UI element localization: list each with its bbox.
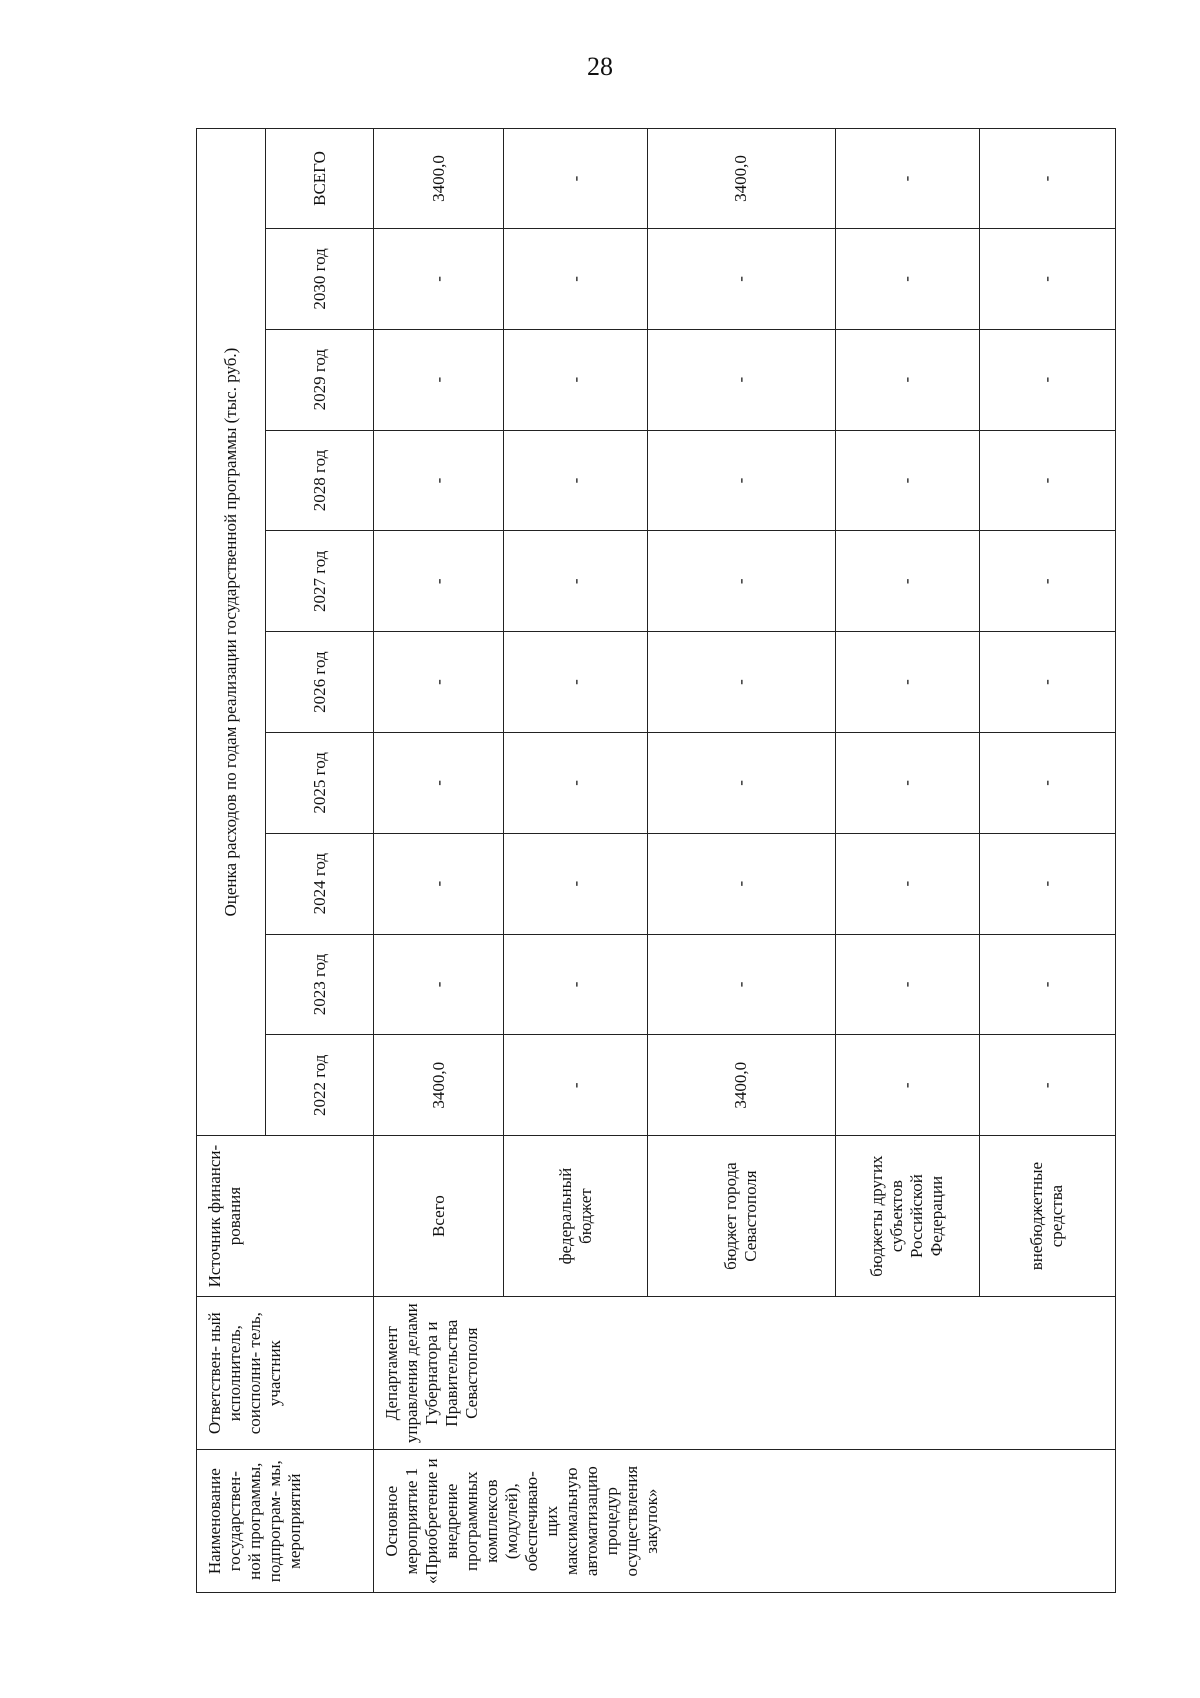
value-cell: - (836, 228, 979, 329)
value-cell: - (836, 934, 979, 1035)
value-cell: - (979, 531, 1115, 632)
header-year: 2027 год (266, 531, 374, 632)
value-cell: - (647, 732, 835, 833)
source-cell: бюджеты других субъектов Российской Федерации (836, 1136, 979, 1297)
value-cell: - (979, 228, 1115, 329)
table-row (374, 129, 504, 1593)
value-cell: - (836, 1035, 979, 1136)
header-year: 2025 год (266, 732, 374, 833)
measure-name-cell: Основное мероприятие 1 «Приобретение и внедрение программных комплексов (модулей), обеспечиваю- щих максимальную автоматизацию процедур осуществления закупок» (374, 1450, 1116, 1593)
value-cell: - (836, 329, 979, 430)
header-year: 2024 год (266, 833, 374, 934)
value-cell: - (374, 732, 504, 833)
header-year: 2023 год (266, 934, 374, 1035)
header-year: 2029 год (266, 329, 374, 430)
value-cell: - (979, 430, 1115, 531)
responsible-cell: Департамент управления делами Губернатора и Правительства Севастополя (374, 1297, 1116, 1450)
header-source: Источник финанси- рования (197, 1136, 374, 1297)
value-cell: - (979, 934, 1115, 1035)
value-cell: - (836, 531, 979, 632)
value-cell: - (504, 934, 647, 1035)
value-cell: - (836, 732, 979, 833)
value-cell: - (374, 531, 504, 632)
value-cell: - (979, 732, 1115, 833)
header-year: 2028 год (266, 430, 374, 531)
value-cell: - (504, 430, 647, 531)
header-estimate: Оценка расходов по годам реализации государственной программы (тыс. руб.) (197, 129, 266, 1136)
value-cell: - (979, 1035, 1115, 1136)
header-row-1 (197, 129, 266, 1593)
value-cell: 3400,0 (647, 1035, 835, 1136)
value-cell: - (647, 632, 835, 733)
value-cell: - (504, 531, 647, 632)
value-cell: - (374, 833, 504, 934)
header-year: 2030 год (266, 228, 374, 329)
header-year: 2022 год (266, 1035, 374, 1136)
value-cell: - (836, 833, 979, 934)
value-cell: - (504, 228, 647, 329)
source-cell: федеральный бюджет (504, 1136, 647, 1297)
header-name: Наименование государствен- ной программы, подпрограм- мы, мероприятий (197, 1450, 374, 1593)
value-cell: - (504, 1035, 647, 1136)
value-cell: - (647, 329, 835, 430)
value-cell: - (979, 329, 1115, 430)
value-cell: - (374, 430, 504, 531)
value-cell: - (647, 430, 835, 531)
value-cell: - (374, 934, 504, 1035)
value-cell: - (504, 732, 647, 833)
value-cell: - (504, 833, 647, 934)
value-cell: - (647, 934, 835, 1035)
rotated-table-container (196, 128, 1116, 1593)
value-cell: - (979, 129, 1115, 229)
expenditure-table (196, 128, 1116, 1593)
value-cell: - (647, 228, 835, 329)
source-cell: внебюджетные средства (979, 1136, 1115, 1297)
value-cell: - (504, 632, 647, 733)
value-cell: - (504, 329, 647, 430)
value-cell: - (647, 531, 835, 632)
value-cell: - (979, 632, 1115, 733)
value-cell: - (647, 833, 835, 934)
value-cell: - (836, 430, 979, 531)
header-responsible: Ответствен- ный исполнитель, соисполни- тель, участник (197, 1297, 374, 1450)
value-cell: - (374, 228, 504, 329)
value-cell: - (374, 632, 504, 733)
value-cell: - (504, 129, 647, 229)
source-cell: бюджет города Севастополя (647, 1136, 835, 1297)
value-cell: - (836, 632, 979, 733)
value-cell: - (836, 129, 979, 229)
value-cell: - (979, 833, 1115, 934)
value-cell: 3400,0 (374, 129, 504, 229)
value-cell: 3400,0 (647, 129, 835, 229)
value-cell: 3400,0 (374, 1035, 504, 1136)
header-year: 2026 год (266, 632, 374, 733)
source-cell: Всего (374, 1136, 504, 1297)
value-cell: - (374, 329, 504, 430)
header-total: ВСЕГО (266, 129, 374, 229)
page-number: 28 (587, 52, 613, 81)
